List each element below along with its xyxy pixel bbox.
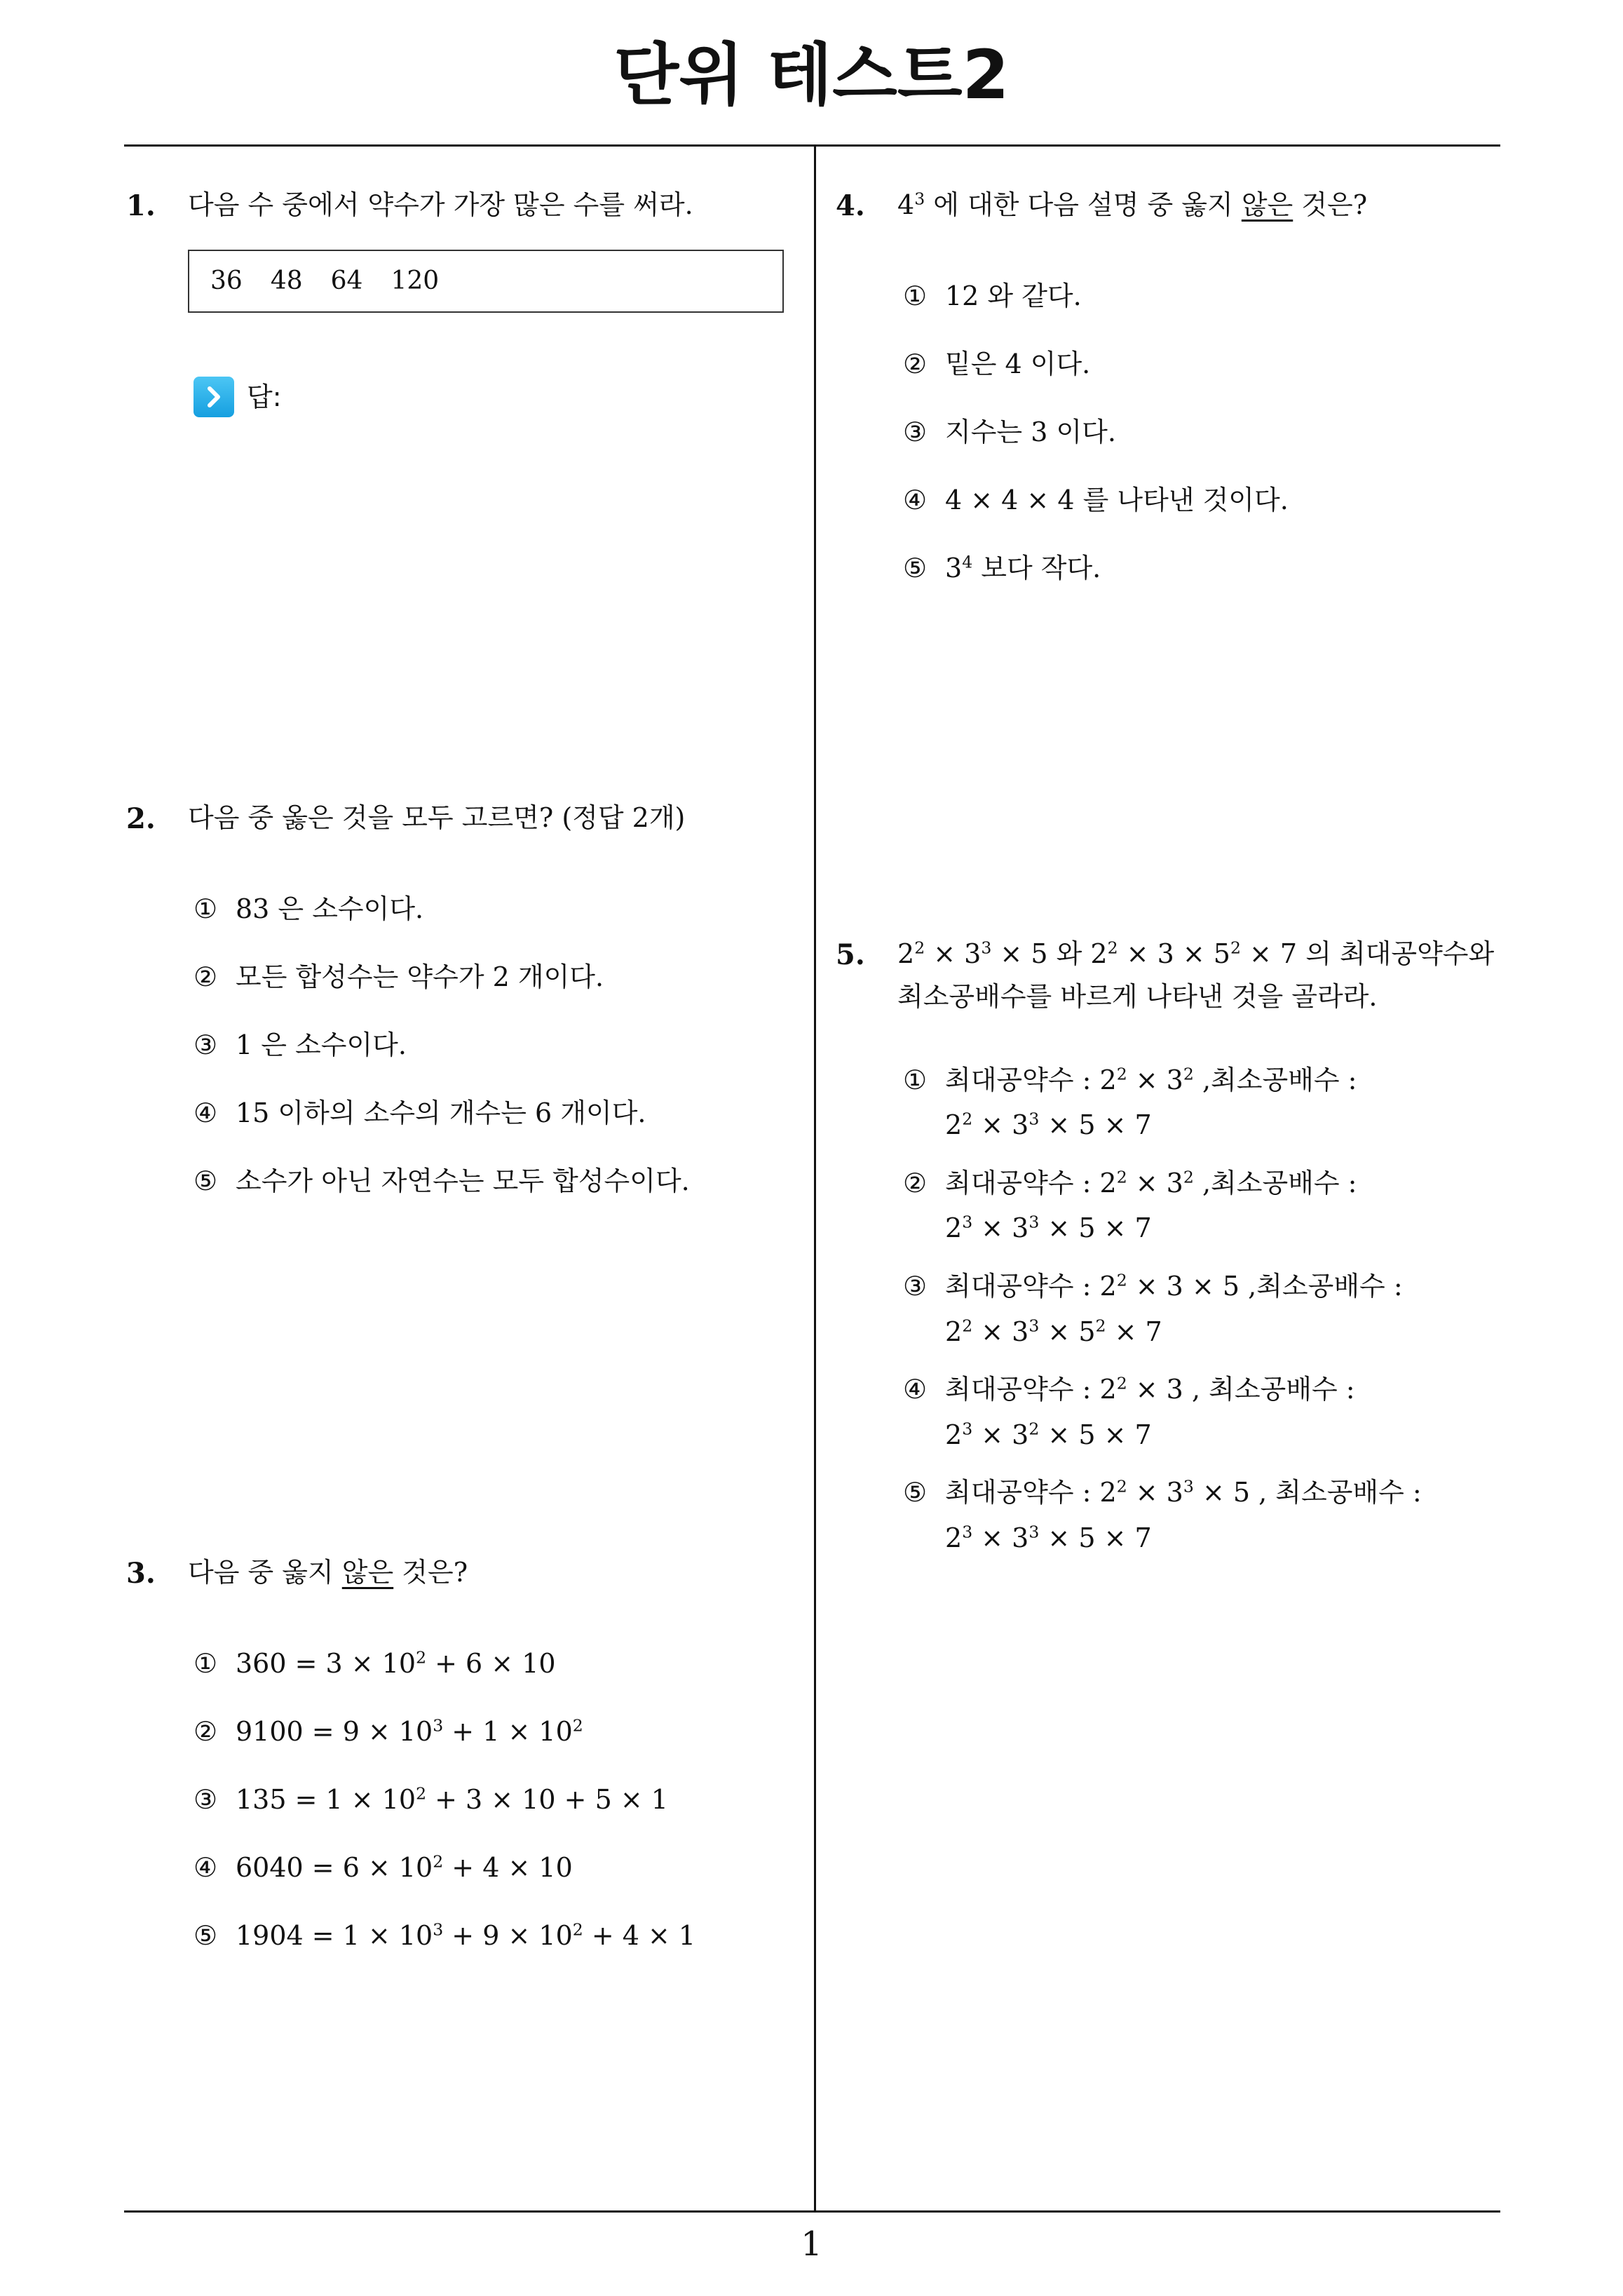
option-mark: ② (903, 1167, 928, 1198)
option-4[interactable] (193, 1846, 799, 1915)
option-mark: ④ (903, 1374, 928, 1405)
option-5[interactable] (903, 1470, 1516, 1560)
question-text: $2^2 \times 3^3 \times 5$ 와 $2^2 \times 3 \times 5^2 \times 7$ 의 최대공약수와 최소공배수를 바르게 나타낸 것을 골라라. (897, 938, 1495, 1012)
option-text: 지수는 3 이다. (945, 417, 1116, 447)
option-3[interactable] (903, 411, 1502, 479)
question-number: 2. (126, 802, 156, 835)
option-2[interactable] (903, 343, 1502, 411)
option-formula: $9100 = 9 \times 10^3 + 1 \times 10^2$ (236, 1715, 583, 1747)
underlined-word: 않은 (1241, 189, 1293, 220)
question-number: 4. (836, 189, 865, 222)
option-2[interactable] (903, 1161, 1516, 1251)
option-5[interactable] (193, 1915, 799, 1983)
option-2[interactable] (193, 956, 799, 1024)
option-2[interactable] (193, 1710, 799, 1778)
option-text: 최대공약수 : $2^2 \times 3^3 \times 5$ , 최소공배수 : $2^3 \times 3^3 \times 5 \times 7$ (945, 1476, 1422, 1553)
option-text: 1 은 소수이다. (236, 1029, 407, 1060)
question-3 (126, 1551, 799, 1983)
question-text: 다음 중 옳지 않은 것은? (188, 1557, 468, 1588)
question-number: 5. (836, 938, 865, 971)
box-value: 36 (210, 266, 243, 296)
option-mark: ⑤ (903, 1477, 928, 1508)
option-mark: ④ (903, 485, 928, 515)
page-number: 1 (801, 2224, 822, 2264)
option-4[interactable] (903, 479, 1502, 547)
option-text: 12 와 같다. (945, 281, 1082, 311)
option-mark: ① (903, 1064, 928, 1095)
option-text: 소수가 아닌 자연수는 모두 합성수이다. (236, 1166, 690, 1196)
option-mark: ③ (903, 1270, 928, 1302)
question-text: 다음 중 옳은 것을 모두 고르면? (정답 2개) (188, 802, 686, 833)
box-value: 48 (270, 266, 303, 296)
option-mark: ④ (193, 1098, 218, 1128)
option-formula: $6040 = 6 \times 10^2 + 4 \times 10$ (236, 1851, 573, 1883)
bottom-rule (124, 2210, 1500, 2213)
option-text: 최대공약수 : $2^2 \times 3^2$ ,최소공배수 : $2^2 \times 3^3 \times 5 \times 7$ (945, 1063, 1357, 1141)
option-1[interactable] (193, 1642, 799, 1710)
option-mark: ⑤ (193, 1920, 218, 1951)
option-text: 최대공약수 : $2^2 \times 3$ , 최소공배수 : $2^3 \times 3^2 \times 5 \times 7$ (945, 1373, 1355, 1450)
option-4[interactable] (193, 1092, 799, 1160)
option-3[interactable] (903, 1264, 1516, 1354)
underlined-word: 않은 (341, 1557, 394, 1588)
option-mark: ① (903, 281, 928, 311)
option-text: 밑은 4 이다. (945, 349, 1091, 379)
option-1[interactable] (193, 888, 799, 956)
top-rule (124, 144, 1500, 147)
option-3[interactable] (193, 1024, 799, 1092)
option-5[interactable] (193, 1160, 799, 1228)
option-1[interactable] (903, 275, 1502, 343)
option-mark: ⑤ (903, 553, 928, 583)
option-3[interactable] (193, 1778, 799, 1846)
option-formula: $135 = 1 \times 10^2 + 3 \times 10 + 5 \times 1$ (236, 1783, 668, 1815)
option-mark: ③ (903, 417, 928, 447)
answer-label: 답: (247, 381, 282, 412)
question-number: 1. (126, 189, 156, 222)
page-title: 단위 테스트2 (613, 36, 1010, 114)
option-4[interactable] (903, 1367, 1516, 1457)
option-5[interactable] (903, 547, 1502, 615)
option-text: $3^4$ 보다 작다. (945, 552, 1101, 583)
question-text: 다음 수 중에서 약수가 가장 많은 수를 써라. (188, 189, 693, 220)
question-number: 3. (126, 1557, 156, 1590)
number-box (188, 250, 784, 313)
option-mark: ③ (193, 1784, 218, 1815)
option-text: 15 이하의 소수의 개수는 6 개이다. (236, 1098, 646, 1128)
option-text: 최대공약수 : $2^2 \times 3 \times 5$ ,최소공배수 : $2^2 \times 3^3 \times 5^2 \times 7$ (945, 1270, 1403, 1347)
question-text: $4^3$ 에 대한 다음 설명 중 옳지 않은 것은? (897, 189, 1368, 220)
answer-field[interactable] (193, 376, 799, 419)
option-text: 모든 합성수는 약수가 2 개이다. (236, 961, 604, 992)
option-text: 4 × 4 × 4 를 나타낸 것이다. (945, 485, 1289, 515)
option-formula: $360 = 3 \times 10^2 + 6 \times 10$ (236, 1647, 556, 1679)
option-mark: ① (193, 1648, 218, 1679)
option-formula: $1904 = 1 \times 10^3 + 9 \times 10^2 + 4 \times 1$ (236, 1919, 696, 1951)
option-mark: ③ (193, 1029, 218, 1060)
option-text: 83 은 소수이다. (236, 893, 424, 924)
box-value: 64 (330, 266, 363, 296)
chevron-right-icon (193, 377, 234, 417)
column-divider (814, 146, 816, 2212)
question-5 (836, 933, 1516, 1574)
question-2 (126, 797, 799, 1228)
option-mark: ① (193, 893, 218, 924)
option-mark: ② (903, 349, 928, 379)
option-mark: ⑤ (193, 1166, 218, 1196)
option-mark: ④ (193, 1852, 218, 1883)
option-mark: ② (193, 1716, 218, 1747)
box-value: 120 (391, 266, 440, 296)
option-1[interactable] (903, 1058, 1516, 1148)
option-text: 최대공약수 : $2^2 \times 3^2$ ,최소공배수 : $2^3 \times 3^3 \times 5 \times 7$ (945, 1167, 1357, 1244)
option-mark: ② (193, 961, 218, 992)
question-1 (126, 184, 799, 419)
question-4 (836, 184, 1502, 615)
